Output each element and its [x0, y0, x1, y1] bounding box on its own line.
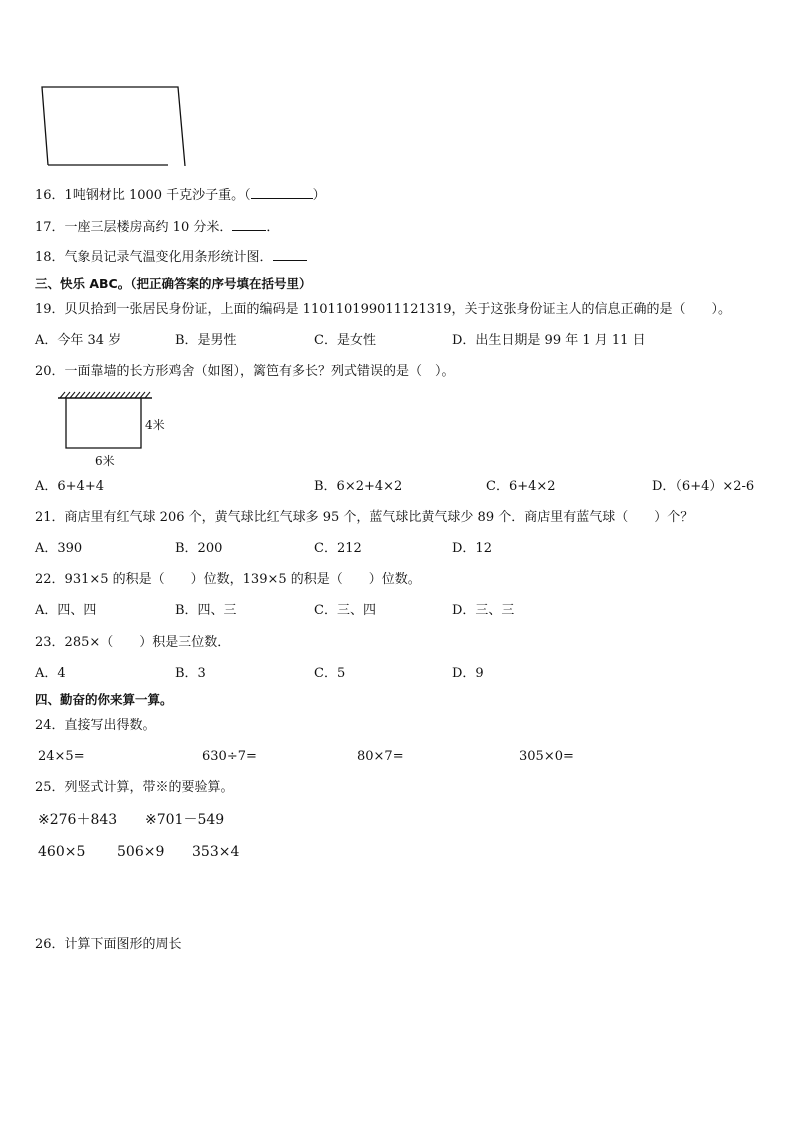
q24-item-2: 630÷7= — [202, 749, 257, 764]
q21-option-b[interactable]: B．200 — [175, 541, 223, 556]
q23-option-d[interactable]: D．9 — [452, 666, 484, 681]
question-24-stem: 24．直接写出得数。 — [35, 718, 156, 733]
question-23-stem: 23．285×（ ）积是三位数． — [35, 635, 231, 650]
q20-option-c[interactable]: C．6+4×2 — [486, 479, 556, 494]
q23-option-a[interactable]: A．4 — [35, 666, 66, 681]
section-4-title: 四、勤奋的你来算一算。 — [35, 692, 173, 707]
chicken-coop-figure — [0, 0, 794, 500]
question-26-stem: 26．计算下面图形的周长 — [35, 937, 182, 952]
section-3-title: 三、快乐 ABC。（把正确答案的序号填在括号里） — [35, 276, 312, 291]
q20-option-d[interactable]: D．（6+4）×2-6 — [652, 479, 755, 494]
q19-option-c[interactable]: C．是女性 — [314, 333, 376, 348]
question-19-stem: 19．贝贝拾到一张居民身份证，上面的编码是 110110199011121319，关于这张身份证主人的信息正确的是（ ）。 — [35, 302, 732, 317]
q23-option-c[interactable]: C．5 — [314, 666, 346, 681]
q24-item-1: 24×5= — [38, 749, 85, 764]
question-25-stem: 25．列竖式计算，带※的要验算。 — [35, 780, 234, 795]
q21-option-d[interactable]: D．12 — [452, 541, 492, 556]
question-22-stem: 22．931×5 的积是（ ）位数，139×5 的积是（ ）位数。 — [35, 572, 421, 587]
coop-bottom-label: 6米 — [95, 454, 115, 468]
q24-item-3: 80×7= — [357, 749, 404, 764]
wall-hatching — [60, 392, 150, 398]
q21-option-c[interactable]: C．212 — [314, 541, 362, 556]
question-16-end: ） — [312, 188, 326, 203]
question-18-text: 18．气象员记录气温变化用条形统计图． — [35, 250, 273, 265]
q25-item-3: 460×5 — [38, 844, 86, 860]
coop-side-label: 4米 — [145, 418, 165, 432]
question-16-text: 16．1吨钢材比 1000 千克沙子重。（ — [35, 188, 251, 203]
q22-option-c[interactable]: C．三、四 — [314, 603, 376, 618]
q22-option-b[interactable]: B．四、三 — [175, 603, 237, 618]
q22-option-d[interactable]: D．三、三 — [452, 603, 515, 618]
q20-option-b[interactable]: B．6×2+4×2 — [314, 479, 403, 494]
q25-item-2: ※701－549 — [145, 812, 225, 828]
q22-option-a[interactable]: A．四、四 — [35, 603, 97, 618]
q25-item-4: 506×9 — [117, 844, 165, 860]
question-21-stem: 21．商店里有红气球 206 个，黄气球比红气球多 95 个，蓝气球比黄气球少 89 个．商店里有蓝气球（ ）个？ — [35, 510, 694, 525]
question-17-text: 17．一座三层楼房高约 10 分米． — [35, 220, 233, 235]
question-17-end: ． — [266, 220, 280, 235]
q20-option-a[interactable]: A．6+4+4 — [35, 479, 104, 494]
fence-outline — [66, 398, 141, 448]
q19-option-d[interactable]: D．出生日期是 99 年 1 月 11 日 — [452, 333, 646, 348]
q25-item-5: 353×4 — [192, 844, 240, 860]
question-20-stem: 20．一面靠墙的长方形鸡舍（如图），篱笆有多长？列式错误的是（ ）。 — [35, 364, 455, 379]
q19-option-b[interactable]: B．是男性 — [175, 333, 237, 348]
q23-option-b[interactable]: B．3 — [175, 666, 206, 681]
q19-option-a[interactable]: A．今年 34 岁 — [35, 333, 122, 348]
q25-item-1: ※276＋843 — [38, 812, 118, 828]
q24-item-4: 305×0= — [519, 749, 574, 764]
q21-option-a[interactable]: A．390 — [35, 541, 83, 556]
